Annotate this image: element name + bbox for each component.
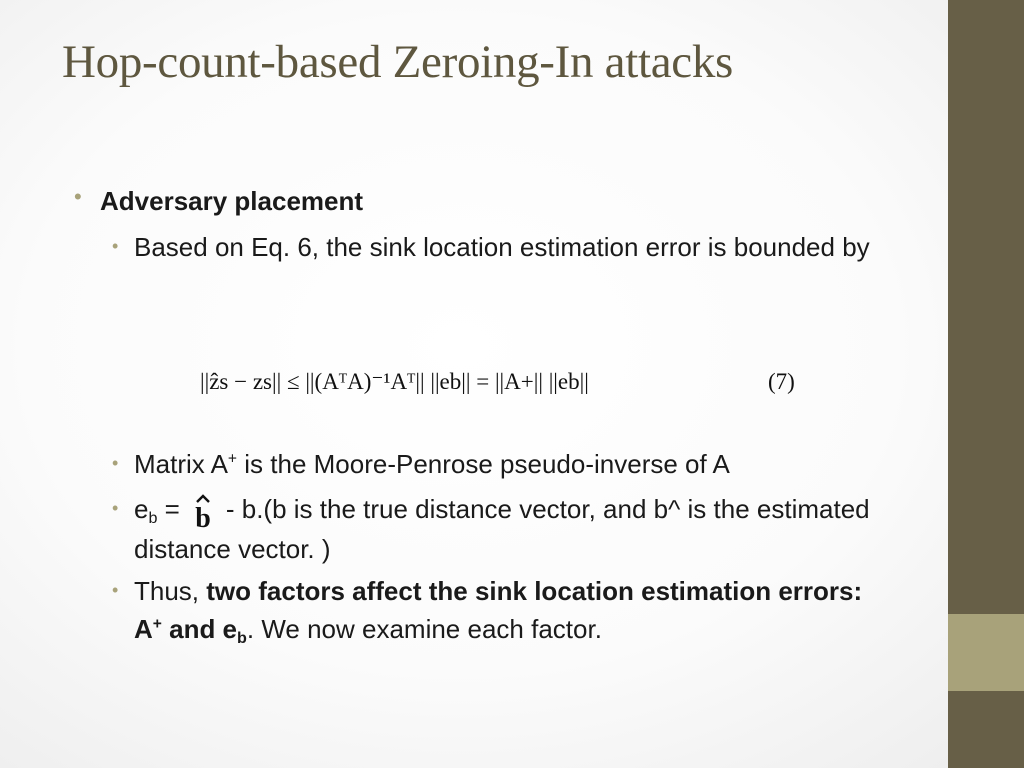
equation-number: (7) — [768, 369, 795, 394]
sidebar-accent-band — [948, 614, 1024, 691]
bullet-dot: • — [74, 184, 82, 209]
bullet-adversary-placement: Adversary placement — [100, 186, 364, 216]
svg-text:b: b — [195, 503, 211, 530]
bullet-dot: • — [112, 236, 119, 256]
bullet-sink-error-bound: Based on Eq. 6, the sink location estimation error is bounded by — [134, 232, 870, 262]
bullet-two-factors: Thus, two factors affect the sink location estimation errors: A+ and $e_b$. We now examine each factor. — [134, 576, 863, 647]
slide-title: Hop-count-based Zeroing-In attacks — [62, 36, 734, 88]
equation-7 — [200, 360, 820, 404]
bullet-dot: • — [112, 498, 119, 518]
bullet-eb-definition: $e_b$ = b - b.(b is the true distance vector, and b^ is the estimated distance vector. ) — [134, 494, 870, 564]
b-hat-symbol — [188, 492, 218, 530]
bullet-moore-penrose: Matrix A+ is the Moore-Penrose pseudo-inverse of A — [134, 449, 730, 479]
equation-body: ||ẑs − zs|| ≤ ||(AᵀA)⁻¹Aᵀ|| ||eb|| = ||A+|| ||eb|| — [200, 369, 589, 394]
bold-factors: two factors affect the sink location estimation errors: A+ and $e_b$ — [134, 576, 863, 647]
bullet-dot: • — [112, 453, 119, 473]
bullet-dot: • — [112, 580, 119, 600]
